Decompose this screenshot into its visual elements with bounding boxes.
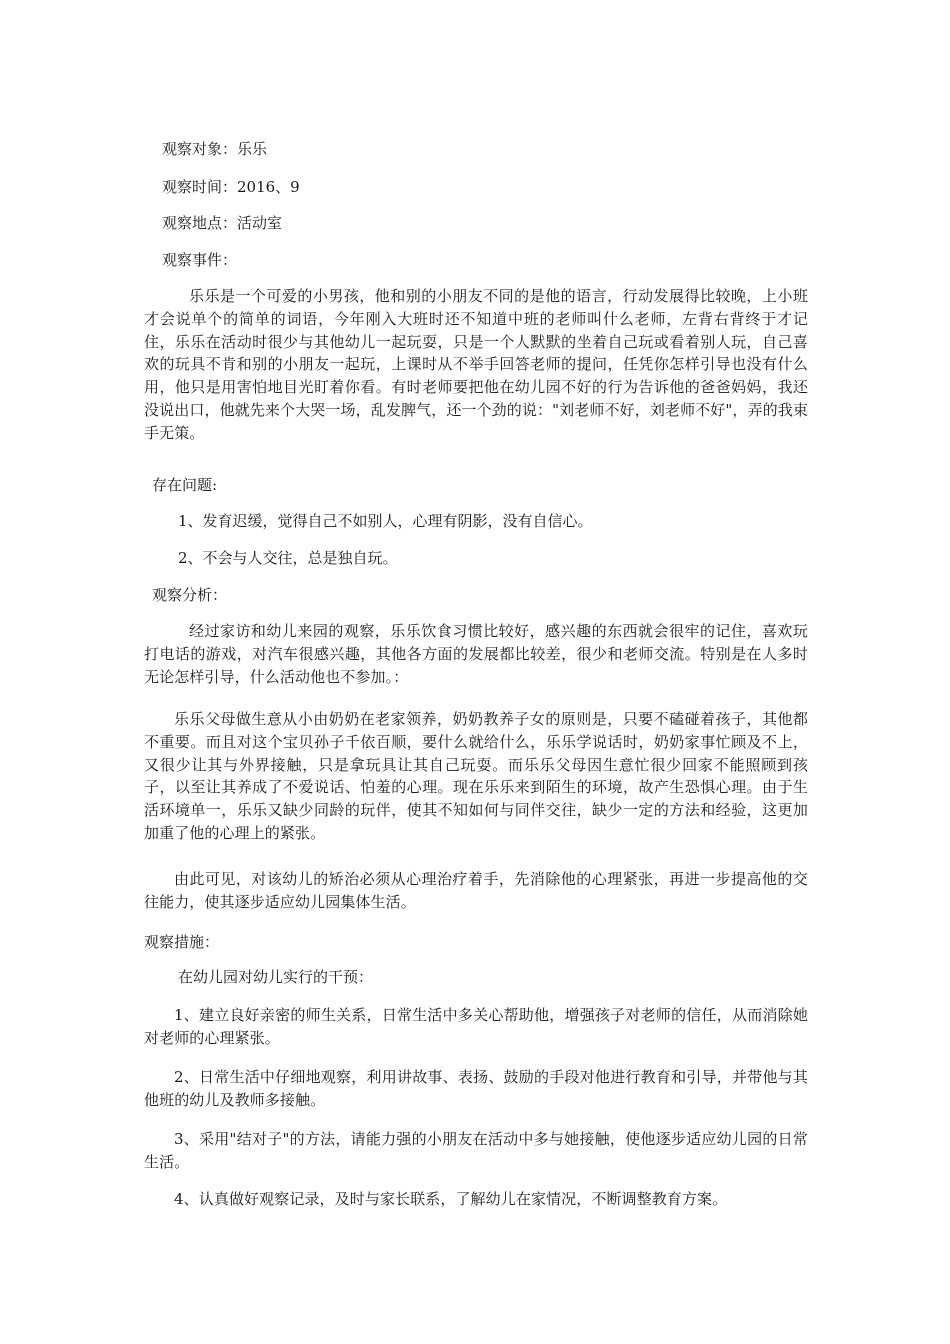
analysis-paragraph-3: 由此可见，对该幼儿的矫治必须从心理治疗着手，先消除他的心理紧张，再进一步提高他的交往能力，使其逐步适应幼儿园集体生活。 [144,870,808,911]
time-line: 观察时间：2016、9 [162,178,300,196]
event-label: 观察事件： [162,251,238,269]
measure-item-4: 4、认真做好观察记录，及时与家长联系，了解幼儿在家情况，不断调整教育方案。 [174,1190,728,1208]
measures-label: 观察措施： [144,933,220,951]
subject-line: 观察对象：乐乐 [162,140,268,158]
event-paragraph: 乐乐是一个可爱的小男孩，他和别的小朋友不同的是他的语言，行动发展得比较晚，上小班才会说单个的简单的词语，今年刚入大班时还不知道中班的老师叫什么老师，左背右背终于才记住，乐乐在活动时很少与其他幼儿一起玩耍，只是一个人默默的坐着自己玩或看着别人玩，自己喜欢的玩具不肯和别的小朋友一起玩，上课时从不举手回答老师的提问，任凭你怎样引导也没有什么用，他只是用害怕地目光盯着你看。有时老师要把他在幼儿园不好的行为告诉他的爸爸妈妈，我还没说出口，他就先来个大哭一场，乱发脾气，还一个劲的说："刘老师不好，刘老师不好"，弄的我束手无策。 [144,287,808,442]
measures-intro: 在幼儿园对幼儿实行的干预： [178,968,374,986]
analysis-paragraph-2: 乐乐父母做生意从小由奶奶在老家领养，奶奶教养子女的原则是，只要不磕碰着孩子，其他都不重要。而且对这个宝贝孙子千依百顺，要什么就给什么，乐乐学说话时，奶奶家事忙顾及不上，又很少让其与外界接触，只是拿玩具让其自己玩耍。而乐乐父母因生意忙很少回家不能照顾到孩子，以至让其养成了不爱说话、怕羞的心理。现在乐乐来到陌生的环境，故产生恐惧心理。由于生活环境单一，乐乐又缺少同龄的玩伴，使其不知如何与同伴交往，缺少一定的方法和经验，这更加加重了他的心理上的紧张。 [144,710,808,842]
problems-label: 存在问题: [152,476,218,494]
analysis-label: 观察分析： [152,586,228,604]
analysis-paragraph-1: 经过家访和幼儿来园的观察，乐乐饮食习惯比较好，感兴趣的东西就会很牢的记住，喜欢玩打电话的游戏，对汽车很感兴趣，其他各方面的发展都比较差，很少和老师交流。特别是在人多时无论怎样引导，什么活动他也不参加。： [144,622,808,686]
problem-item-1: 1、发育迟缓，觉得自己不如别人，心理有阴影，没有自信心。 [178,512,593,530]
problem-item-2: 2、不会与人交往，总是独自玩。 [178,549,398,567]
measure-item-3: 3、采用"结对子"的方法，请能力强的小朋友在活动中多与她接触，使他逐步适应幼儿园的日常生活。 [144,1130,808,1171]
measure-item-1: 1、建立良好亲密的师生关系，日常生活中多关心帮助他，增强孩子对老师的信任，从而消除她对老师的心理紧张。 [144,1006,808,1047]
place-line: 观察地点：活动室 [162,214,283,232]
measure-item-2: 2、日常生活中仔细地观察，利用讲故事、表扬、鼓励的手段对他进行教育和引导，并带他与其他班的幼儿及教师多接触。 [144,1068,808,1109]
